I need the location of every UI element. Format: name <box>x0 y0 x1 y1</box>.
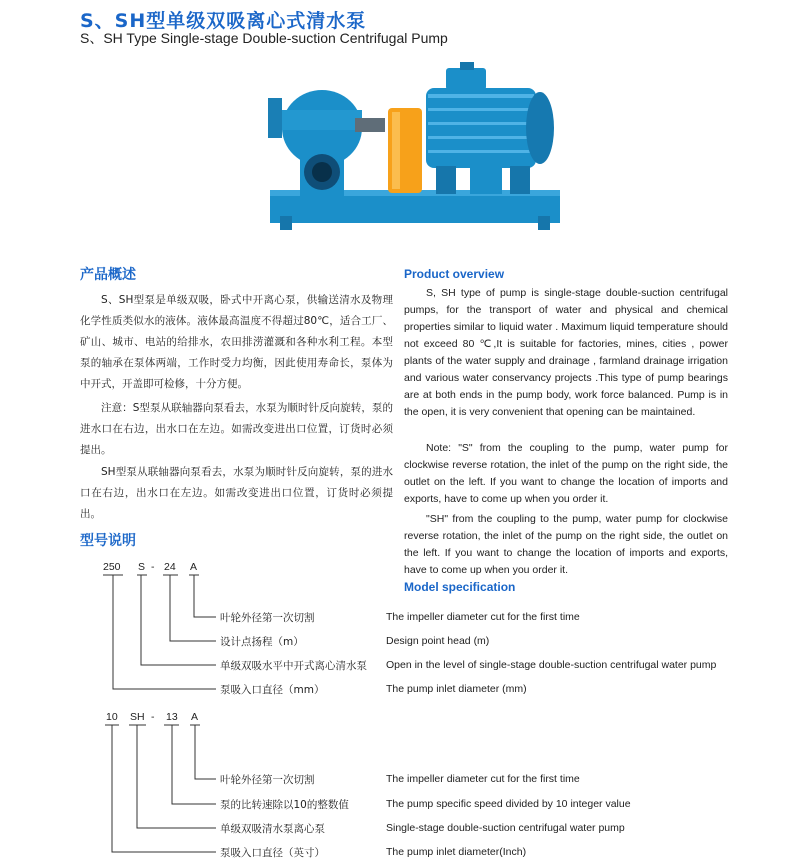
model-s-label-en-4: The pump inlet diameter (mm) <box>386 683 527 695</box>
model-sh-label-en-1: The impeller diameter cut for the first time <box>386 773 580 785</box>
model-sh-code-speed: 13 <box>166 711 178 723</box>
model-sh-label-cn-3: 单级双吸清水泵离心泵 <box>220 823 325 835</box>
page-title-cn: S、SH型单级双吸离心式清水泵 <box>80 10 367 32</box>
model-sh-code-cut: A <box>191 711 199 723</box>
model-sh-label-en-2: The pump specific speed divided by 10 integer value <box>386 798 631 810</box>
overview-heading-en: Product overview <box>404 267 505 281</box>
model-sh-code-size: 10 <box>106 711 118 723</box>
model-s-label-en-2: Design point head (m) <box>386 635 490 647</box>
model-sh-label-cn-1: 叶轮外径第一次切割 <box>220 774 315 786</box>
model-s-code-head: 24 <box>164 561 176 573</box>
model-s-label-cn-2: 设计点扬程（m） <box>220 636 304 648</box>
model-heading-en: Model specification <box>404 580 516 594</box>
model-heading-cn: 型号说明 <box>80 533 136 549</box>
model-sh-code-dash: - <box>151 711 155 723</box>
model-s-code-cut: A <box>190 561 198 573</box>
model-s-label-cn-1: 叶轮外径第一次切割 <box>220 612 315 624</box>
model-s-label-en-1: The impeller diameter cut for the first time <box>386 611 580 623</box>
model-s-code-dash: - <box>151 561 155 573</box>
model-s-label-en-3: Open in the level of single-stage double-suction centrifugal water pump <box>386 659 717 671</box>
overview-heading-cn: 产品概述 <box>80 267 136 283</box>
model-s-label-cn-4: 泵吸入口直径（mm） <box>220 684 325 696</box>
overview-paragraph-en-1: S, SH type of pump is single-stage double-suction centrifugal pumps, for the transport of water and physical and chemical properties similar to liquid water . Maximum liquid temperature should not exceed 80 ℃,It is suitable for factories, mines, cities , power plants of the water supply and drainage , farmland drainage irrigation and various water conservancy projects .This type of pump bearings are at both ends in the pump body, work force balanced. Pump is in the open, it is very convenient that opening can be maintained. <box>404 287 728 418</box>
model-s-code-type: S <box>138 561 146 573</box>
overview-paragraph-cn-2: 注意：S型泵从联轴器向泵看去，水泵为顺时针反向旋转，泵的进水口在右边，出水口在左边。如需改变进出口位置，订货时必须提出。 <box>80 402 393 456</box>
overview-paragraph-cn-1: S、SH型泵是单级双吸，卧式中开离心泵，供输送清水及物理化学性质类似水的液体。液体最高温度不得超过80℃，适合工厂、矿山、城市、电站的给排水，农田排涝灌溉和各种水利工程。本型泵的轴承在泵体两端，工作时受力均衡，因此使用寿命长，泵体为中开式，开盖即可检修，十分方便。 <box>80 294 393 390</box>
overview-paragraph-en-3: "SH" from the coupling to the pump, water pump for clockwise reverse rotation, the inlet of the pump on the right side, the outlet on the left. If you want to change the location of imports and exports, have to come up when you order it. <box>404 513 728 576</box>
model-sh-label-en-3: Single-stage double-suction centrifugal water pump <box>386 822 625 834</box>
model-s-label-cn-3: 单级双吸水平中开式离心清水泵 <box>220 660 367 672</box>
overview-paragraph-cn-3: SH型泵从联轴器向泵看去，水泵为顺时针反向旋转，泵的进水口在右边，出水口在左边。如需改变进出口位置，订货时必须提出。 <box>80 466 393 520</box>
model-s-code-size: 250 <box>103 561 121 573</box>
model-sh-label-cn-2: 泵的比转速除以10的整数值 <box>220 799 349 811</box>
model-sh-code-type: SH <box>130 711 145 723</box>
page-title-en: S、SH Type Single-stage Double-suction Centrifugal Pump <box>80 30 448 46</box>
model-sh-label-en-4: The pump inlet diameter(Inch) <box>386 846 527 858</box>
model-sh-label-cn-4: 泵吸入口直径（英寸） <box>220 847 325 859</box>
overview-paragraph-en-2: Note: "S" from the coupling to the pump, water pump for clockwise reverse rotation, the inlet of the pump on the right side, the outlet on the left. If you want to change the location of imports and exports, have to come up when you order it. <box>404 442 728 505</box>
